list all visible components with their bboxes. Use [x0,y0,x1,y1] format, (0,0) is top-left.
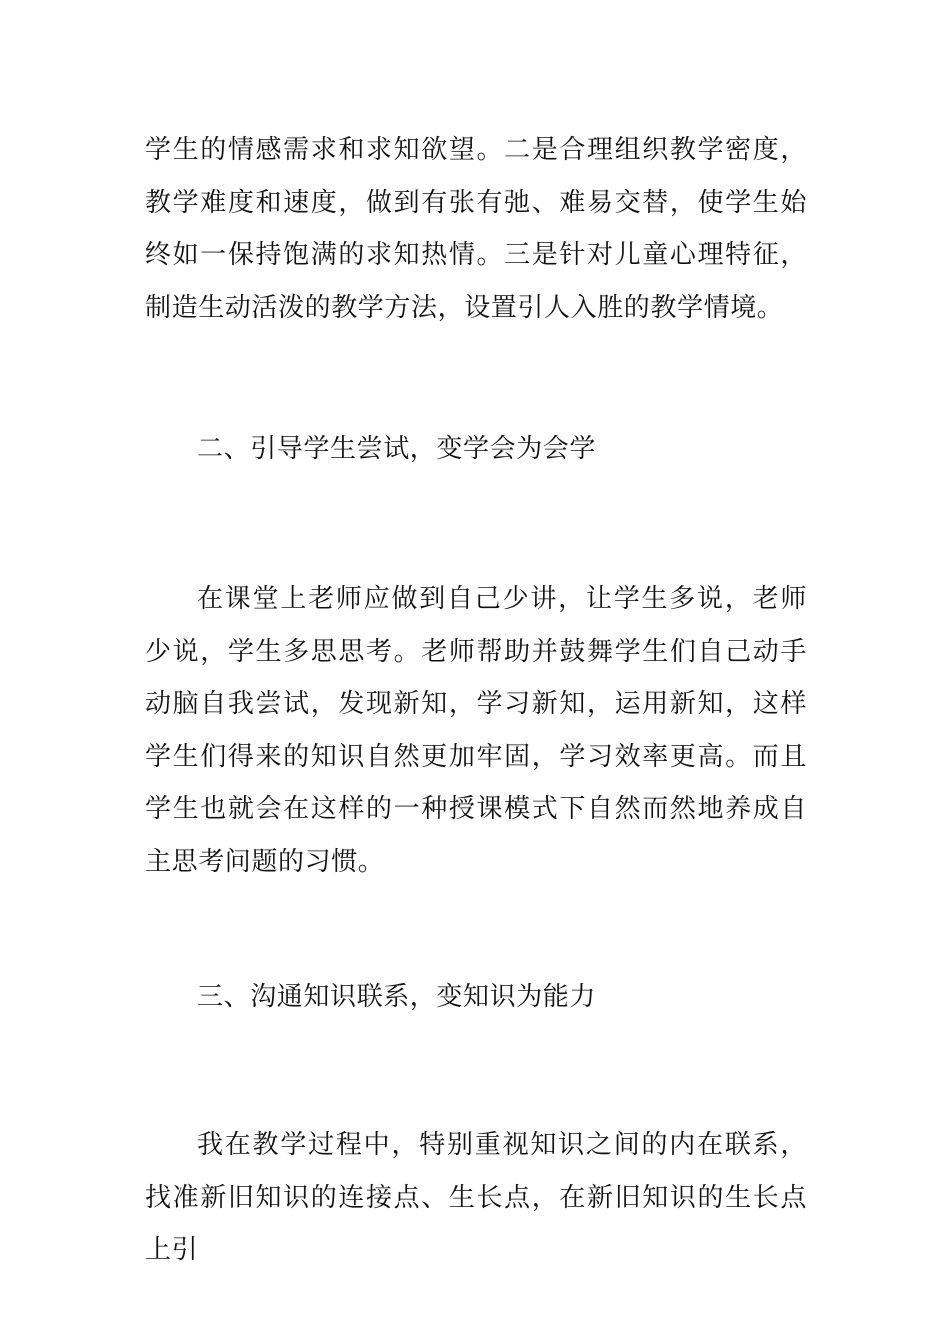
body-paragraph-section-3: 我在教学过程中，特别重视知识之间的内在联系，找准新旧知识的连接点、生长点，在新旧知识的生长点上引 [145,1130,807,1265]
section-heading-2: 二、引导学生尝试，变学会为会学 [197,434,597,464]
body-paragraph-continued: 学生的情感需求和求知欲望。二是合理组织教学密度，教学难度和速度，做到有张有弛、难易交替，使学生始终如一保持饱满的求知热情。三是针对儿童心理特征，制造生动活泼的教学方法，设置引人入胜的教学情境。 [145,135,807,323]
body-paragraph-section-2: 在课堂上老师应做到自己少讲，让学生多说，老师少说，学生多思思考。老师帮助并鼓舞学生们自己动手动脑自我尝试，发现新知，学习新知，运用新知，这样学生们得来的知识自然更加牢固，学习效率更高。而且学生也就会在这样的一种授课模式下自然而然地养成自主思考问题的习惯。 [145,584,807,877]
section-heading-3: 三、沟通知识联系，变知识为能力 [197,982,597,1012]
